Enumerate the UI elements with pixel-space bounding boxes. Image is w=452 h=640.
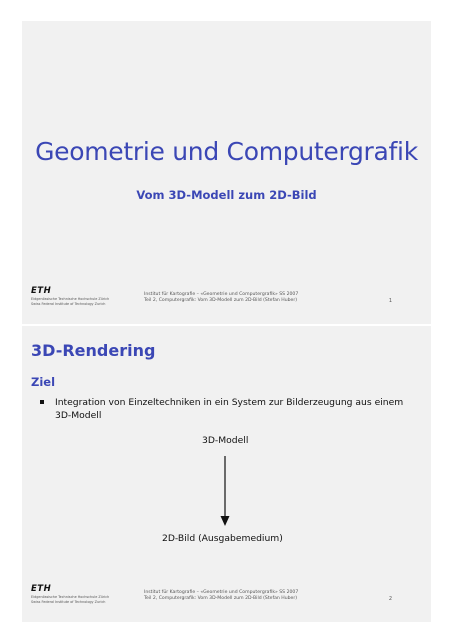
- slide-1: [22, 21, 431, 324]
- diagram-bottom-label: 2D-Bild (Ausgabemedium): [162, 533, 283, 544]
- down-arrow-icon: [219, 456, 231, 526]
- slide-heading: 3D-Rendering: [31, 341, 156, 360]
- footer-course: Institut für Kartografie – «Geometrie und Computergrafik» SS 2007: [144, 292, 299, 297]
- footer-part: Teil 2, Computergrafik: Vom 3D-Modell zum 2D-Bild (Stefan Huber): [144, 298, 298, 303]
- square-bullet-icon: [40, 400, 44, 404]
- eth-logo: ETH: [31, 286, 52, 296]
- slide-footer: [22, 286, 431, 310]
- eth-name-de: Eidgenössische Technische Hochschule Zürich: [31, 297, 110, 301]
- eth-name-de: Eidgenössische Technische Hochschule Zürich: [31, 595, 110, 599]
- eth-logo: ETH: [31, 584, 52, 594]
- bullet-text: Integration von Einzeltechniken in ein System zur Bilderzeugung aus einem 3D-Modell: [55, 397, 404, 421]
- slide-subtitle: Vom 3D-Modell zum 2D-Bild: [136, 188, 317, 202]
- footer-course: Institut für Kartografie – «Geometrie und Computergrafik» SS 2007: [144, 590, 299, 595]
- slide-subheading: Ziel: [31, 375, 56, 389]
- footer-part: Teil 2, Computergrafik: Vom 3D-Modell zum 2D-Bild (Stefan Huber): [144, 596, 298, 601]
- diagram-top-label: 3D-Modell: [202, 435, 249, 446]
- slide-footer: [22, 584, 431, 608]
- page-number: 2: [388, 596, 392, 602]
- page-number: 1: [388, 298, 392, 304]
- slide-2: [22, 326, 431, 622]
- bullet-list: [39, 396, 414, 422]
- list-item: [39, 396, 414, 422]
- slide-title: Geometrie und Computergrafik: [35, 137, 418, 166]
- eth-name-en: Swiss Federal Institute of Technology Zurich: [31, 302, 106, 306]
- eth-name-en: Swiss Federal Institute of Technology Zurich: [31, 600, 106, 604]
